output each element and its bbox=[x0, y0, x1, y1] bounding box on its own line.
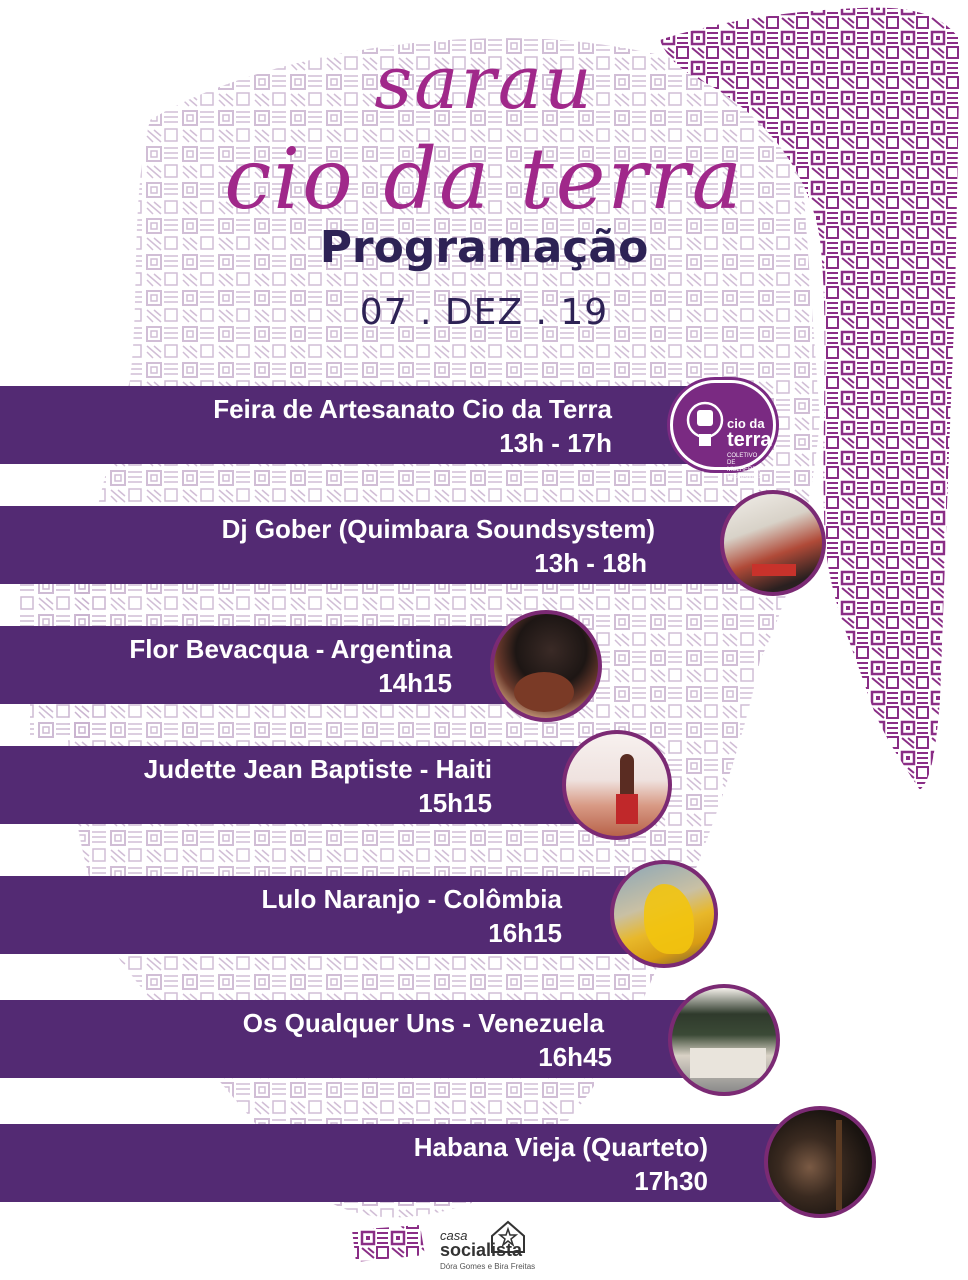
habana-vieja-photo bbox=[764, 1106, 876, 1218]
qualquer-uns-photo bbox=[668, 984, 780, 1096]
event-name: Habana Vieja (Quarteto) bbox=[413, 1132, 708, 1162]
logo-socialista-text: socialista bbox=[440, 1240, 523, 1260]
event-row-4 bbox=[0, 746, 600, 824]
logo-names-text: Dóra Gomes e Bira Freitas bbox=[440, 1262, 536, 1271]
cio-da-terra-logo bbox=[670, 380, 776, 480]
event-name: Dj Gober (Quimbara Soundsystem) bbox=[221, 514, 655, 544]
event-title-line2: cio da terra bbox=[224, 130, 744, 228]
event-time: 13h - 17h bbox=[499, 428, 612, 458]
event-time: 16h15 bbox=[488, 918, 562, 948]
program-heading: Programação bbox=[319, 222, 649, 273]
event-time: 13h - 18h bbox=[534, 548, 647, 578]
event-name: Feira de Artesanato Cio da Terra bbox=[213, 394, 612, 424]
logo-text-cio-da: cio da bbox=[727, 416, 765, 431]
judette-photo bbox=[562, 730, 672, 840]
event-row-2 bbox=[0, 506, 745, 584]
event-name: Os Qualquer Uns - Venezuela bbox=[242, 1008, 604, 1038]
logo-casa-text: casa bbox=[440, 1228, 468, 1243]
logo-text-terra: terra bbox=[727, 429, 772, 451]
flor-bevacqua-photo bbox=[490, 610, 602, 722]
event-time: 14h15 bbox=[378, 668, 452, 698]
quimbara-dj-photo bbox=[720, 490, 826, 596]
event-row-3 bbox=[0, 626, 520, 704]
event-time: 16h45 bbox=[538, 1042, 612, 1072]
raised-fist-icon bbox=[685, 400, 725, 456]
event-date: 07 . DEZ . 19 bbox=[359, 292, 609, 333]
event-row-7 bbox=[0, 1124, 808, 1202]
logo-subtext: COLETIVO DE MULHERES MIGRANTES bbox=[727, 453, 763, 480]
event-title-line1: sarau bbox=[374, 40, 594, 126]
event-name: Lulo Naranjo - Colômbia bbox=[261, 884, 562, 914]
event-row-5 bbox=[0, 876, 660, 954]
event-name: Judette Jean Baptiste - Haiti bbox=[143, 754, 492, 784]
event-name: Flor Bevacqua - Argentina bbox=[129, 634, 452, 664]
event-time: 15h15 bbox=[418, 788, 492, 818]
event-row-6 bbox=[0, 1000, 712, 1078]
event-row-1 bbox=[0, 386, 700, 464]
event-time: 17h30 bbox=[634, 1166, 708, 1196]
lulo-naranjo-photo bbox=[610, 860, 718, 968]
